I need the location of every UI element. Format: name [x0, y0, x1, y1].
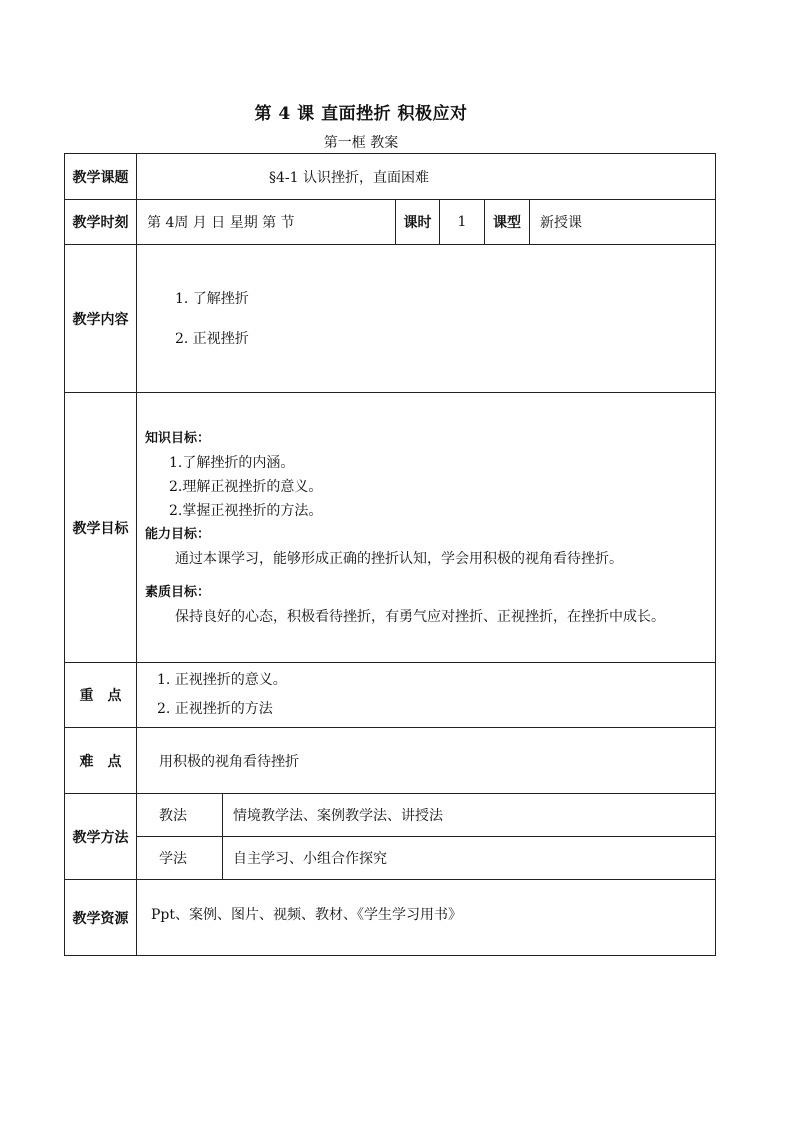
difficulty-value: 用积极的视角看待挫折 — [137, 728, 716, 794]
key-points-label: 重 点 — [65, 663, 137, 728]
topic-value: §4-1 认识挫折，直面困难 — [137, 154, 716, 200]
ability-goal-heading: 能力目标： — [145, 526, 211, 542]
page-subtitle: 第一框 教案 — [323, 135, 399, 151]
ability-goal-text: 通过本课学习，能够形成正确的挫折认知，学会用积极的视角看待挫折。 — [175, 550, 623, 567]
table-row-content — [65, 245, 716, 393]
methods-label: 教学方法 — [65, 794, 137, 880]
content-item: 2. 正视挫折 — [175, 330, 249, 347]
table-row-topic — [65, 154, 716, 200]
table-row-teach-method — [65, 794, 716, 837]
difficulty-label: 难 点 — [65, 728, 137, 794]
content-item: 1. 了解挫折 — [175, 290, 249, 307]
table-row-goals — [65, 393, 716, 663]
time-label: 教学时刻 — [65, 200, 137, 245]
page-title: 第 4 课 直面挫折 积极应对 — [254, 104, 468, 124]
type-value: 新授课 — [530, 200, 716, 245]
quality-goal-heading: 素质目标： — [145, 584, 211, 600]
time-value: 第 4周 月 日 星期 第 节 — [137, 200, 396, 245]
hours-label: 课时 — [396, 200, 440, 245]
key-point-item: 2. 正视挫折的方法 — [157, 701, 273, 717]
teach-method-label: 教法 — [137, 794, 223, 837]
teach-method-value: 情境教学法、案例教学法、讲授法 — [223, 794, 716, 837]
learn-method-value: 自主学习、小组合作探究 — [223, 837, 716, 880]
knowledge-goal-item: 2.理解正视挫折的意义。 — [169, 478, 323, 495]
knowledge-goal-heading: 知识目标： — [145, 430, 211, 446]
goals-label: 教学目标 — [65, 393, 137, 663]
lesson-plan-table — [64, 153, 716, 956]
topic-label: 教学课题 — [65, 154, 137, 200]
table-row-time — [65, 200, 716, 245]
content-label: 教学内容 — [65, 245, 137, 393]
hours-value: 1 — [440, 200, 485, 245]
table-row-resources — [65, 880, 716, 956]
quality-goal-text: 保持良好的心态，积极看待挫折，有勇气应对挫折、正视挫折，在挫折中成长。 — [175, 608, 665, 625]
goals-cell — [137, 393, 716, 663]
key-point-item: 1. 正视挫折的意义。 — [157, 672, 287, 688]
type-label: 课型 — [485, 200, 530, 245]
knowledge-goal-item: 2.掌握正视挫折的方法。 — [169, 502, 323, 519]
table-row-difficulty — [65, 728, 716, 794]
table-row-key-points — [65, 663, 716, 728]
key-points-cell — [137, 663, 716, 728]
resources-value: Ppt、案例、图片、视频、教材、《学生学习用书》 — [137, 880, 716, 956]
table-row-learn-method — [65, 837, 716, 880]
knowledge-goal-item: 1.了解挫折的内涵。 — [169, 454, 295, 471]
learn-method-label: 学法 — [137, 837, 223, 880]
resources-label: 教学资源 — [65, 880, 137, 956]
content-cell — [137, 245, 716, 393]
